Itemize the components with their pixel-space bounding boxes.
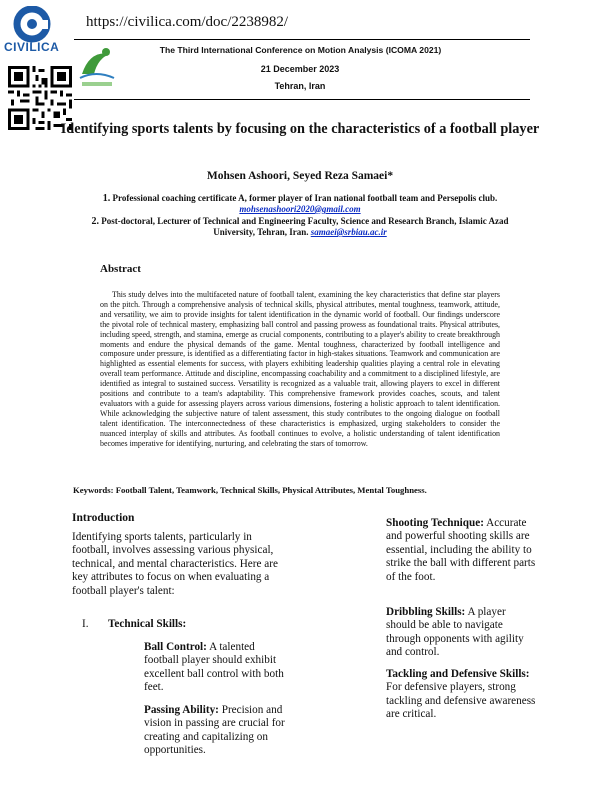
item-label: Tackling and Defensive Skills:: [386, 668, 530, 680]
item-label: Passing Ability:: [144, 704, 219, 716]
item-text: For defensive players, strong tackling and defensive awareness are critical.: [386, 681, 536, 721]
affiliation-text: Professional coaching certificate A, former player of Iran national football team and Persepolis club.: [112, 193, 498, 203]
paper-title: Identifying sports talents by focusing on the characteristics of a football player: [60, 121, 540, 137]
affiliation-1: [70, 193, 530, 215]
item-text: A talented football player should exhibit excellent ball control with both feet.: [144, 641, 284, 694]
section-heading-technical-skills: [82, 618, 186, 630]
item-label: Ball Control:: [144, 641, 207, 653]
conference-date: 21 December 2023: [260, 64, 340, 74]
list-item-dribbling-skills: [386, 606, 536, 660]
civilica-brand-name: CIVILICA: [4, 40, 60, 54]
abstract-heading: Abstract: [100, 263, 141, 275]
keywords: Keywords: Football Talent, Teamwork, Technical Skills, Physical Attributes, Mental Toughness.: [73, 485, 427, 495]
affiliation-email-link[interactable]: samaei@srbiau.ac.ir: [310, 227, 387, 237]
list-item-tackling-defensive-skills: [386, 668, 536, 722]
section-title: Technical Skills:: [108, 618, 187, 630]
header-rule-bottom: [74, 99, 530, 100]
section-number: I.: [82, 618, 89, 630]
paper-authors: Mohsen Ashoori, Seyed Reza Samaei*: [206, 170, 394, 182]
item-text: Accurate and powerful shooting skills are essential, including the ability to strike the ball with different parts of the foot.: [386, 517, 536, 583]
item-text: Precision and vision in passing are crucial for creating and capitalizing on opportunities.: [144, 704, 285, 757]
item-label: Dribbling Skills:: [386, 606, 466, 618]
introduction-heading: Introduction: [72, 512, 135, 524]
introduction-body: Identifying sports talents, particularly in football, involves assessing various physical, technical, and mental characteristics. Here are key attributes to focus on when evaluating a football player's talent:: [72, 531, 278, 597]
item-text: A player should be able to navigate through opponents with agility and control.: [386, 606, 524, 659]
list-item-ball-control: [144, 641, 292, 695]
affiliation-text: Post-doctoral, Lecturer of Technical and Engineering Faculty, Science and Research Branch, Islamic Azad University, Tehran, Iran.: [101, 216, 509, 237]
affiliation-number: 2.: [91, 216, 99, 227]
header-rule-top: [74, 39, 530, 40]
conference-logo-icon: [76, 44, 118, 90]
list-item-passing-ability: [144, 704, 294, 758]
list-item-shooting-technique: [386, 517, 536, 584]
item-label: Shooting Technique:: [386, 517, 484, 529]
document-url[interactable]: https://civilica.com/doc/2238982/: [86, 14, 289, 30]
affiliation-number: 1.: [102, 193, 111, 204]
conference-title: The Third International Conference on Motion Analysis (ICOMA 2021): [159, 45, 442, 55]
abstract-body: This study delves into the multifaceted nature of football talent, examining the key characteristics that define star players on the pitch. Through a comprehensive analysis of technical skills, physical attributes, mental toughness, teamwork, attitude, and versatility, we aim to provide insights for talent identification in the dynamic world of football. Our findings underscore the pivotal role of technical mastery, emphasizing ball control and passing prowess as foundational traits. Physical attributes, including speed, strength, and stamina, emerge as crucial components, contributing to a player's ability to create breakthrough moments and endure the physical demands of the game. Mental toughness, characterized by football intelligence and composure under pressure, is identified as a differentiating factor in high-stakes situations. Teamwork and communication are highlighted as essential elements for success, with players exhibiting leadership qualities playing a central role in elevating overall team performance. Attitude and discipline, encompassing coachability and a commitment to a disciplined lifestyle, are identified as integral to sustained success. Versatility is recognized as a valuable trait, allowing players to excel in different positions and contribute to a team's adaptability. This comprehensive framework provides coaches, scouts, and talent evaluators with a guide for assessing players across various dimensions, fostering a holistic approach to talent identification. While acknowledging the subjective nature of talent assessment, this study contributes to the ongoing dialogue on football talent identification. The interconnectedness of these characteristics is emphasized, urging stakeholders to consider the nuanced interplay of skills and attributes. As football continues to evolve, a holistic understanding of talent identification becomes imperative for identifying, nurturing, and celebrating the stars of tomorrow.: [100, 290, 500, 448]
conference-place: Tehran, Iran: [274, 81, 326, 91]
affiliation-2: [70, 216, 530, 238]
affiliation-email-link[interactable]: mohsenashoori2020@gmail.com: [239, 204, 361, 214]
